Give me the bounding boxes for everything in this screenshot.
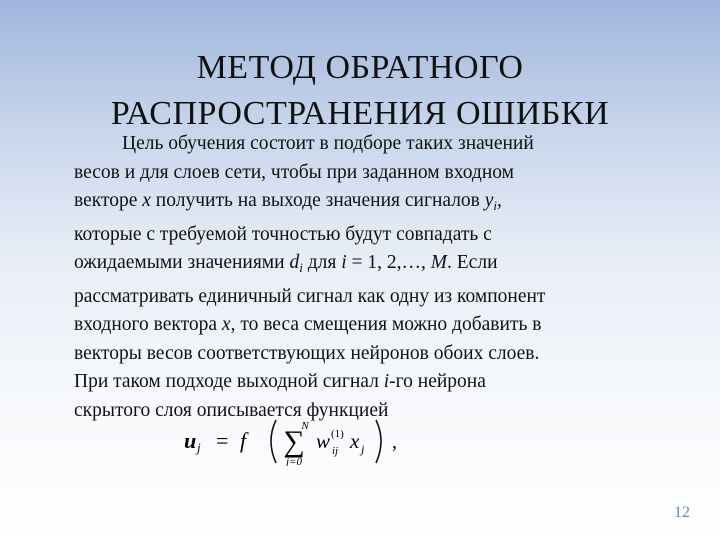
text-line: При таком подходе выходной сигнал i-го нейрона: [74, 371, 486, 392]
formula-equals: =: [216, 428, 229, 453]
title-line-1: МЕТОД ОБРАТНОГО: [196, 48, 524, 86]
sum-sign-icon: ∑: [283, 425, 305, 458]
formula-graphic: [182, 418, 442, 466]
body-paragraph: [74, 130, 674, 425]
math-y: y: [484, 190, 494, 211]
right-paren-icon: [376, 420, 381, 463]
formula-x: x: [350, 429, 360, 453]
sum-upper: N: [301, 420, 309, 432]
math-x: x: [221, 314, 231, 335]
text-line: входного вектора x, то веса смещения можно добавить в: [74, 314, 542, 335]
formula-lhs: u: [184, 428, 197, 453]
formula-w-sub: ij: [332, 445, 339, 457]
text-line: скрытого слоя описывается функцией: [74, 399, 389, 421]
math-i: i: [383, 371, 390, 392]
text-line: векторы весов соответствующих нейронов обоих слоев.: [74, 342, 540, 364]
text-line: рассматривать единичный сигнал как одну из компонент: [74, 285, 546, 307]
title-line-2: РАСПРОСТРАНЕНИЯ ОШИБКИ: [110, 94, 610, 132]
math-m: M: [430, 252, 448, 273]
text-line: ожидаемыми значениями $d_i$ для i = 1, 2,…, M. Если: [74, 252, 498, 275]
page-number: 12: [674, 504, 690, 521]
text-line: весов и для слоев сети, чтобы при заданном входном: [74, 161, 514, 183]
math-i: i: [341, 252, 347, 273]
math-d: d: [289, 252, 300, 273]
formula-func: f: [240, 428, 247, 453]
formula: [182, 418, 442, 466]
slide-title: [0, 45, 720, 137]
text-line: векторе x получить на выходе значения сигналов $y_i$,: [74, 190, 502, 213]
formula-w: w: [316, 429, 331, 453]
text-line: которые с требуемой точностью будут совпадать с: [74, 223, 492, 245]
left-paren-icon: [271, 420, 276, 463]
formula-x-sub: j: [361, 442, 365, 456]
formula-lhs-sub: j: [197, 440, 201, 455]
formula-w-sup: (1): [331, 428, 344, 440]
math-x: x: [142, 190, 151, 211]
text-line: Цель обучения состоит в подборе таких значений: [122, 133, 534, 154]
formula-comma: ,: [392, 431, 397, 453]
sum-lower: j=0: [286, 456, 302, 466]
